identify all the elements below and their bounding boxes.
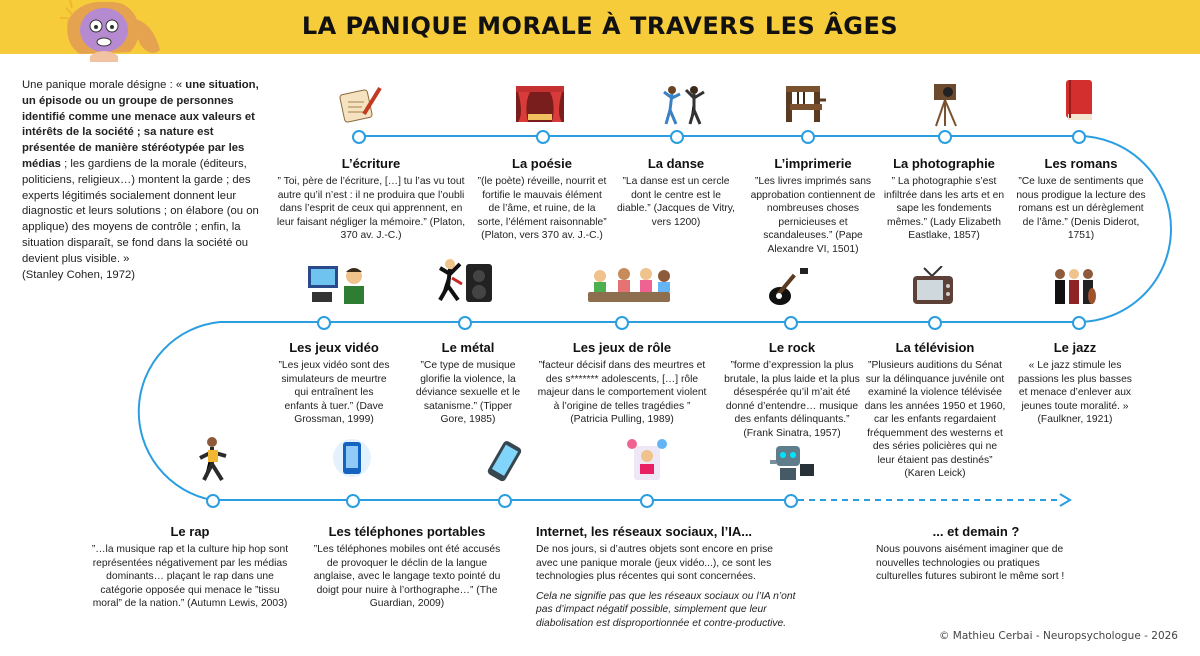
event-quote: ”(le poète) réveille, nourrit et fortifie le mauvais élément de l’âme, et ruine, de la sorte, l’élément raisonnable” (Platon, vers 370 av. J.-C.) bbox=[477, 176, 607, 241]
event-quote: ”Les livres imprimés sans approbation contiennent de nombreuses choses pernicieuses et scandaleuses.” (Pape Alexandre VI, 1501) bbox=[750, 176, 876, 255]
event-ecriture bbox=[276, 156, 466, 243]
event-quote: ”Plusieurs auditions du Sénat sur la délinquance juvénile ont examiné la violence télévisée dans les années 1950 et 1960, car les enfants regardaient fréquemment des westerns et des séries policières qui ne leur étaient pas destinés” (Karen Leick) bbox=[864, 360, 1006, 479]
event-title: Les jeux vidéo bbox=[289, 340, 379, 355]
event-quote: De nos jours, si d’autres objets sont encore en prise avec une panique morale (jeux vidéo...), ce sont les technologies plus récentes qui sont concernées. bbox=[536, 544, 773, 582]
smartphone-icon bbox=[482, 440, 526, 484]
timeline-node bbox=[784, 494, 798, 508]
event-title: Internet, les réseaux sociaux, l’IA... bbox=[536, 524, 753, 539]
event-title: ... et demain ? bbox=[932, 524, 1020, 539]
event-metal bbox=[414, 340, 522, 427]
event-danse bbox=[616, 156, 736, 229]
book-icon bbox=[1060, 76, 1100, 124]
event-jazz bbox=[1016, 340, 1134, 427]
event-title: La photographie bbox=[893, 156, 995, 171]
event-quote: ”Les jeux vidéo sont des simulateurs de meurtre qui entraînent les enfants à tuer.” (Dave Grossman, 1999) bbox=[278, 360, 390, 425]
writing-icon bbox=[338, 84, 382, 124]
intro-author: (Stanley Cohen, 1972) bbox=[22, 268, 136, 281]
television-icon bbox=[910, 266, 956, 310]
event-internet bbox=[536, 524, 796, 630]
event-title: La poésie bbox=[512, 156, 572, 171]
event-title: La télévision bbox=[895, 340, 975, 355]
rapper-icon bbox=[190, 434, 234, 484]
event-demain bbox=[876, 524, 1076, 584]
timeline-node bbox=[928, 316, 942, 330]
metal-icon bbox=[436, 254, 496, 310]
timeline-node bbox=[784, 316, 798, 330]
dancers-icon bbox=[660, 82, 708, 128]
event-telephones bbox=[312, 524, 502, 611]
electric-guitar-icon bbox=[766, 266, 812, 308]
timeline-node bbox=[640, 494, 654, 508]
event-title: Les téléphones portables bbox=[328, 524, 486, 539]
event-jeux-de-role bbox=[534, 340, 710, 427]
event-title: Les jeux de rôle bbox=[572, 340, 672, 355]
intro-definition: Une panique morale désigne : « une situation, un épisode ou un groupe de personnes identifié comme une menace aux valeurs et intérêts de la société ; sa nature est présentée de manière stéréotypée par les médias ; les gardiens de la morale (éditeurs, politiciens, religieux…) montent la garde ; des experts légitimés socialement donnent leur diagnostic et leurs solutions ; on élabore (ou on applique) des moyens de contrôle ; enfin, la situation disparaît, se fond dans la société ou devient plus visible. » (Stanley Cohen, 1972) bbox=[22, 79, 259, 281]
event-title: Le rock bbox=[768, 340, 816, 355]
event-quote: ” La photographie s’est infiltrée dans les arts et en sape les fondements mêmes.” (Lady Elizabeth Eastlake, 1857) bbox=[883, 176, 1005, 241]
event-title: Le rap bbox=[170, 524, 210, 539]
event-quote: ”…la musique rap et la culture hip hop sont représentées négativement par les médias dominants… plaçant le rap dans une catégorie opposée qui menace le ”tissu moral” de la nation.” (Autumn Lewis, 2003) bbox=[91, 544, 289, 609]
printing-press-icon bbox=[780, 82, 828, 126]
roleplaying-game-icon bbox=[584, 264, 674, 308]
timeline-node bbox=[1072, 130, 1086, 144]
camera-icon bbox=[928, 80, 964, 128]
event-poesie bbox=[476, 156, 608, 243]
event-title: La danse bbox=[647, 156, 705, 171]
event-quote: ”Ce luxe de sentiments que nous prodigue la lecture des romans est un dérèglement de l’âme.” (Denis Diderot, 1751) bbox=[1016, 176, 1146, 241]
event-quote: ”La danse est un cercle dont le centre est le diable.” (Jacques de Vitry, vers 1200) bbox=[616, 176, 736, 228]
event-quote: ”forme d’expression la plus brutale, la plus laide et la plus désespérée qu’il m’ait été donné d’entendre… musique des enfants délinquants.” (Frank Sinatra, 1957) bbox=[724, 360, 860, 439]
event-quote: « Le jazz stimule les passions les plus basses et menace d’enlever aux jeunes toute moralité. » (Faulkner, 1921) bbox=[1018, 360, 1132, 425]
event-quote: ” Toi, père de l’écriture, […] tu l’as vu tout autre qu’il n’est : il ne produira que l’oubli dans l’esprit de ceux qui apprennent, en leur faisant négliger la mémoire.” (Platon, 370 av. J.-C.) bbox=[276, 176, 466, 241]
timeline-node bbox=[458, 316, 472, 330]
timeline-node bbox=[801, 130, 815, 144]
timeline-node bbox=[206, 494, 220, 508]
event-title: Le jazz bbox=[1053, 340, 1097, 355]
timeline-node bbox=[346, 494, 360, 508]
event-note: Cela ne signifie pas que les réseaux sociaux ou l’IA n’ont pas d’impact négatif possible, simplement que leur diabolisation est disproportionnée et contre-productive. bbox=[536, 590, 796, 629]
timeline-node bbox=[938, 130, 952, 144]
event-rap bbox=[90, 524, 290, 611]
theater-stage-icon bbox=[514, 84, 566, 126]
event-title: L’écriture bbox=[341, 156, 401, 171]
page-title: LA PANIQUE MORALE À TRAVERS LES ÂGES bbox=[301, 12, 899, 40]
ai-robot-icon bbox=[766, 438, 816, 484]
timeline-node bbox=[615, 316, 629, 330]
event-title: Les romans bbox=[1044, 156, 1118, 171]
timeline-node bbox=[536, 130, 550, 144]
copyright-credit: © Mathieu Cerbai - Neuropsychologue - 2026 bbox=[938, 630, 1178, 642]
event-quote: Nous pouvons aisément imaginer que de nouvelles technologies ou pratiques culturelles futures subiront le même sort ! bbox=[876, 544, 1065, 582]
timeline-node bbox=[352, 130, 366, 144]
event-imprimerie bbox=[746, 156, 880, 256]
timeline-node bbox=[317, 316, 331, 330]
event-photographie bbox=[882, 156, 1006, 243]
event-quote: ”facteur décisif dans des meurtres et des s******* adolescents, […] rôle majeur dans le comportement violent à l’origine de telles tragédies ” (Patricia Pulling, 1989) bbox=[537, 360, 707, 425]
event-quote: ”Ce type de musique glorifie la violence, la déviance sexuelle et le satanisme.” (Tipper Gore, 1985) bbox=[415, 360, 521, 425]
timeline-node bbox=[498, 494, 512, 508]
event-quote: ”Les téléphones mobiles ont été accusés de provoquer le déclin de la langue anglaise, avec le langage texto pointé du doigt pour nuire à l’orthographe…” (The Guardian, 2009) bbox=[313, 544, 501, 609]
event-television bbox=[864, 340, 1006, 481]
social-media-icon bbox=[624, 436, 670, 484]
event-title: L’imprimerie bbox=[774, 156, 852, 171]
event-rock bbox=[724, 340, 860, 440]
timeline-node bbox=[670, 130, 684, 144]
event-title: Le métal bbox=[441, 340, 495, 355]
timeline-node bbox=[1072, 316, 1086, 330]
event-romans bbox=[1016, 156, 1146, 243]
jazz-band-icon bbox=[1048, 266, 1098, 308]
mobile-phones-icon bbox=[328, 436, 376, 480]
event-jeux-video bbox=[278, 340, 390, 427]
video-game-icon bbox=[300, 264, 370, 308]
